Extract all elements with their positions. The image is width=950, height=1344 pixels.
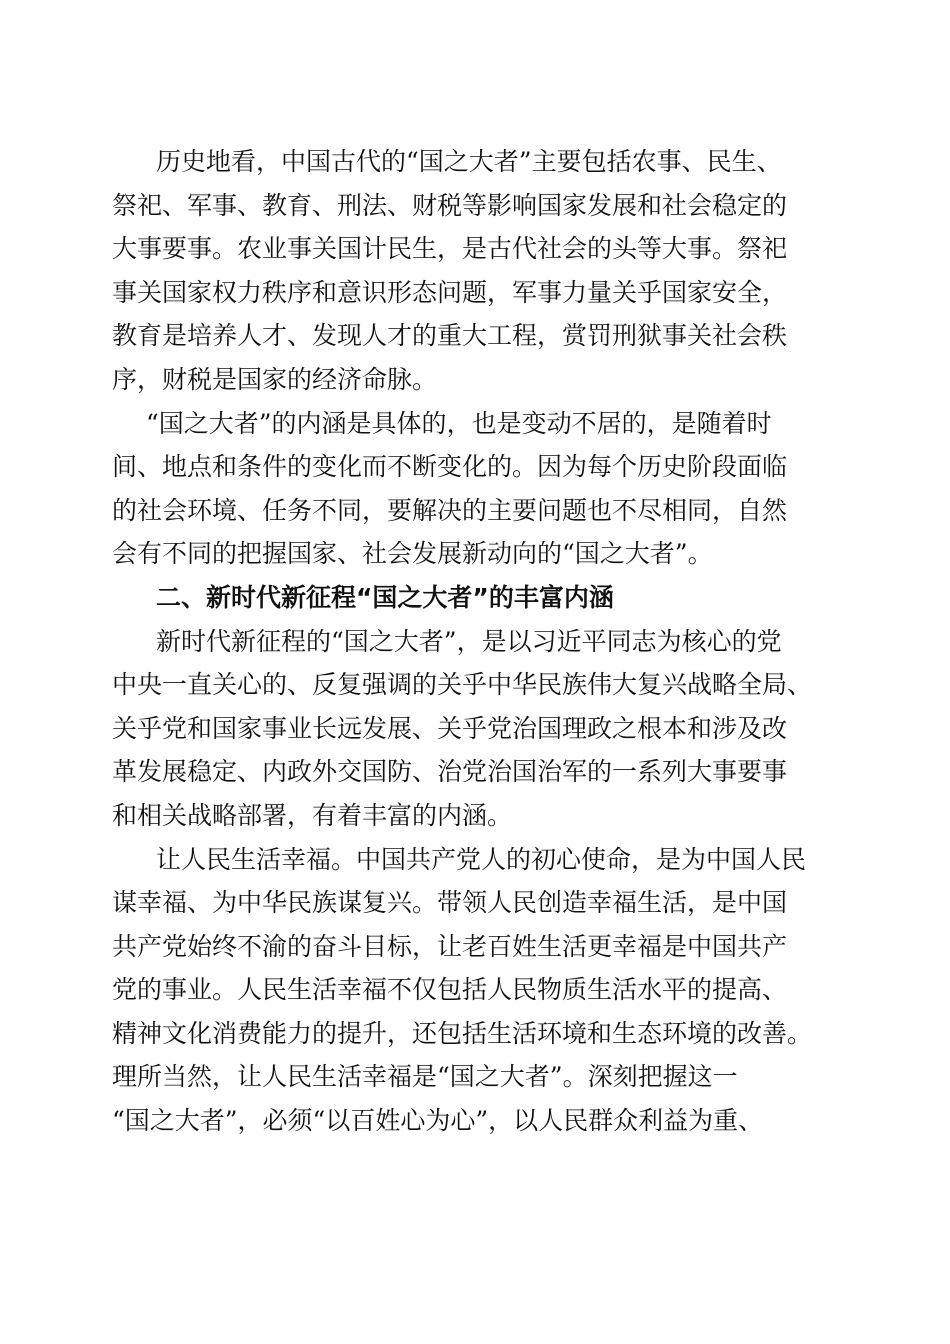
- text-line: 理所当然，让人民生活幸福是“国之大者”。深刻把握这一: [112, 1062, 738, 1092]
- text-line: 党的事业。人民生活幸福不仅包括人民物质生活水平的提高、: [112, 975, 788, 1005]
- text-line: 祭祀、军事、教育、刑法、财税等影响国家发展和社会稳定的: [112, 190, 788, 220]
- text-line: 序，财税是国家的经济命脉。: [112, 364, 438, 394]
- text-line: 会有不同的把握国家、社会发展新动向的“国之大者”。: [112, 539, 713, 569]
- text-line: 教育是培养人才、发现人才的重大工程，赏罚刑狱事关社会秩: [112, 321, 788, 351]
- text-line: 历史地看，中国古代的“国之大者”主要包括农事、民生、: [156, 147, 782, 176]
- text-line: 精神文化消费能力的提升，还包括生活环境和生态环境的改善。: [112, 1018, 813, 1048]
- text-line: 关乎党和国家事业长远发展、关乎党治国理政之根本和涉及改: [112, 713, 788, 743]
- text-line: 谋幸福、为中华民族谋复兴。带领人民创造幸福生活，是中国: [112, 888, 788, 918]
- text-line: 新时代新征程的“国之大者”，是以习近平同志为核心的党: [156, 626, 782, 656]
- text-line: 革发展稳定、内政外交国防、治党治国治军的一系列大事要事: [112, 757, 788, 787]
- text-line: 间、地点和条件的变化而不断变化的。因为每个历史阶段面临: [112, 452, 788, 482]
- text-line: “国之大者”，必须“以百姓心为心”，以人民群众利益为重、: [112, 1106, 764, 1136]
- text-line: 大事要事。农业事关国计民生，是古代社会的头等大事。祭祀: [112, 234, 788, 264]
- text-line: 事关国家权力秩序和意识形态问题，军事力量关乎国家安全，: [112, 277, 788, 307]
- text-line: “国之大者”的内涵是具体的，也是变动不居的，是随着时: [146, 408, 772, 438]
- text-line: 和相关战略部署，有着丰富的内涵。: [112, 800, 513, 830]
- text-line: 让人民生活幸福。中国共产党人的初心使命，是为中国人民: [156, 844, 807, 874]
- text-line: 的社会环境、任务不同，要解决的主要问题也不尽相同，自然: [112, 495, 788, 525]
- document-body: [112, 140, 834, 1143]
- section-heading: 二、新时代新征程“国之大者”的丰富内涵: [156, 582, 614, 612]
- text-line: 共产党始终不渝的奋斗目标，让老百姓生活更幸福是中国共产: [112, 931, 788, 961]
- text-line: 中央一直关心的、反复强调的关乎中华民族伟大复兴战略全局、: [112, 670, 813, 700]
